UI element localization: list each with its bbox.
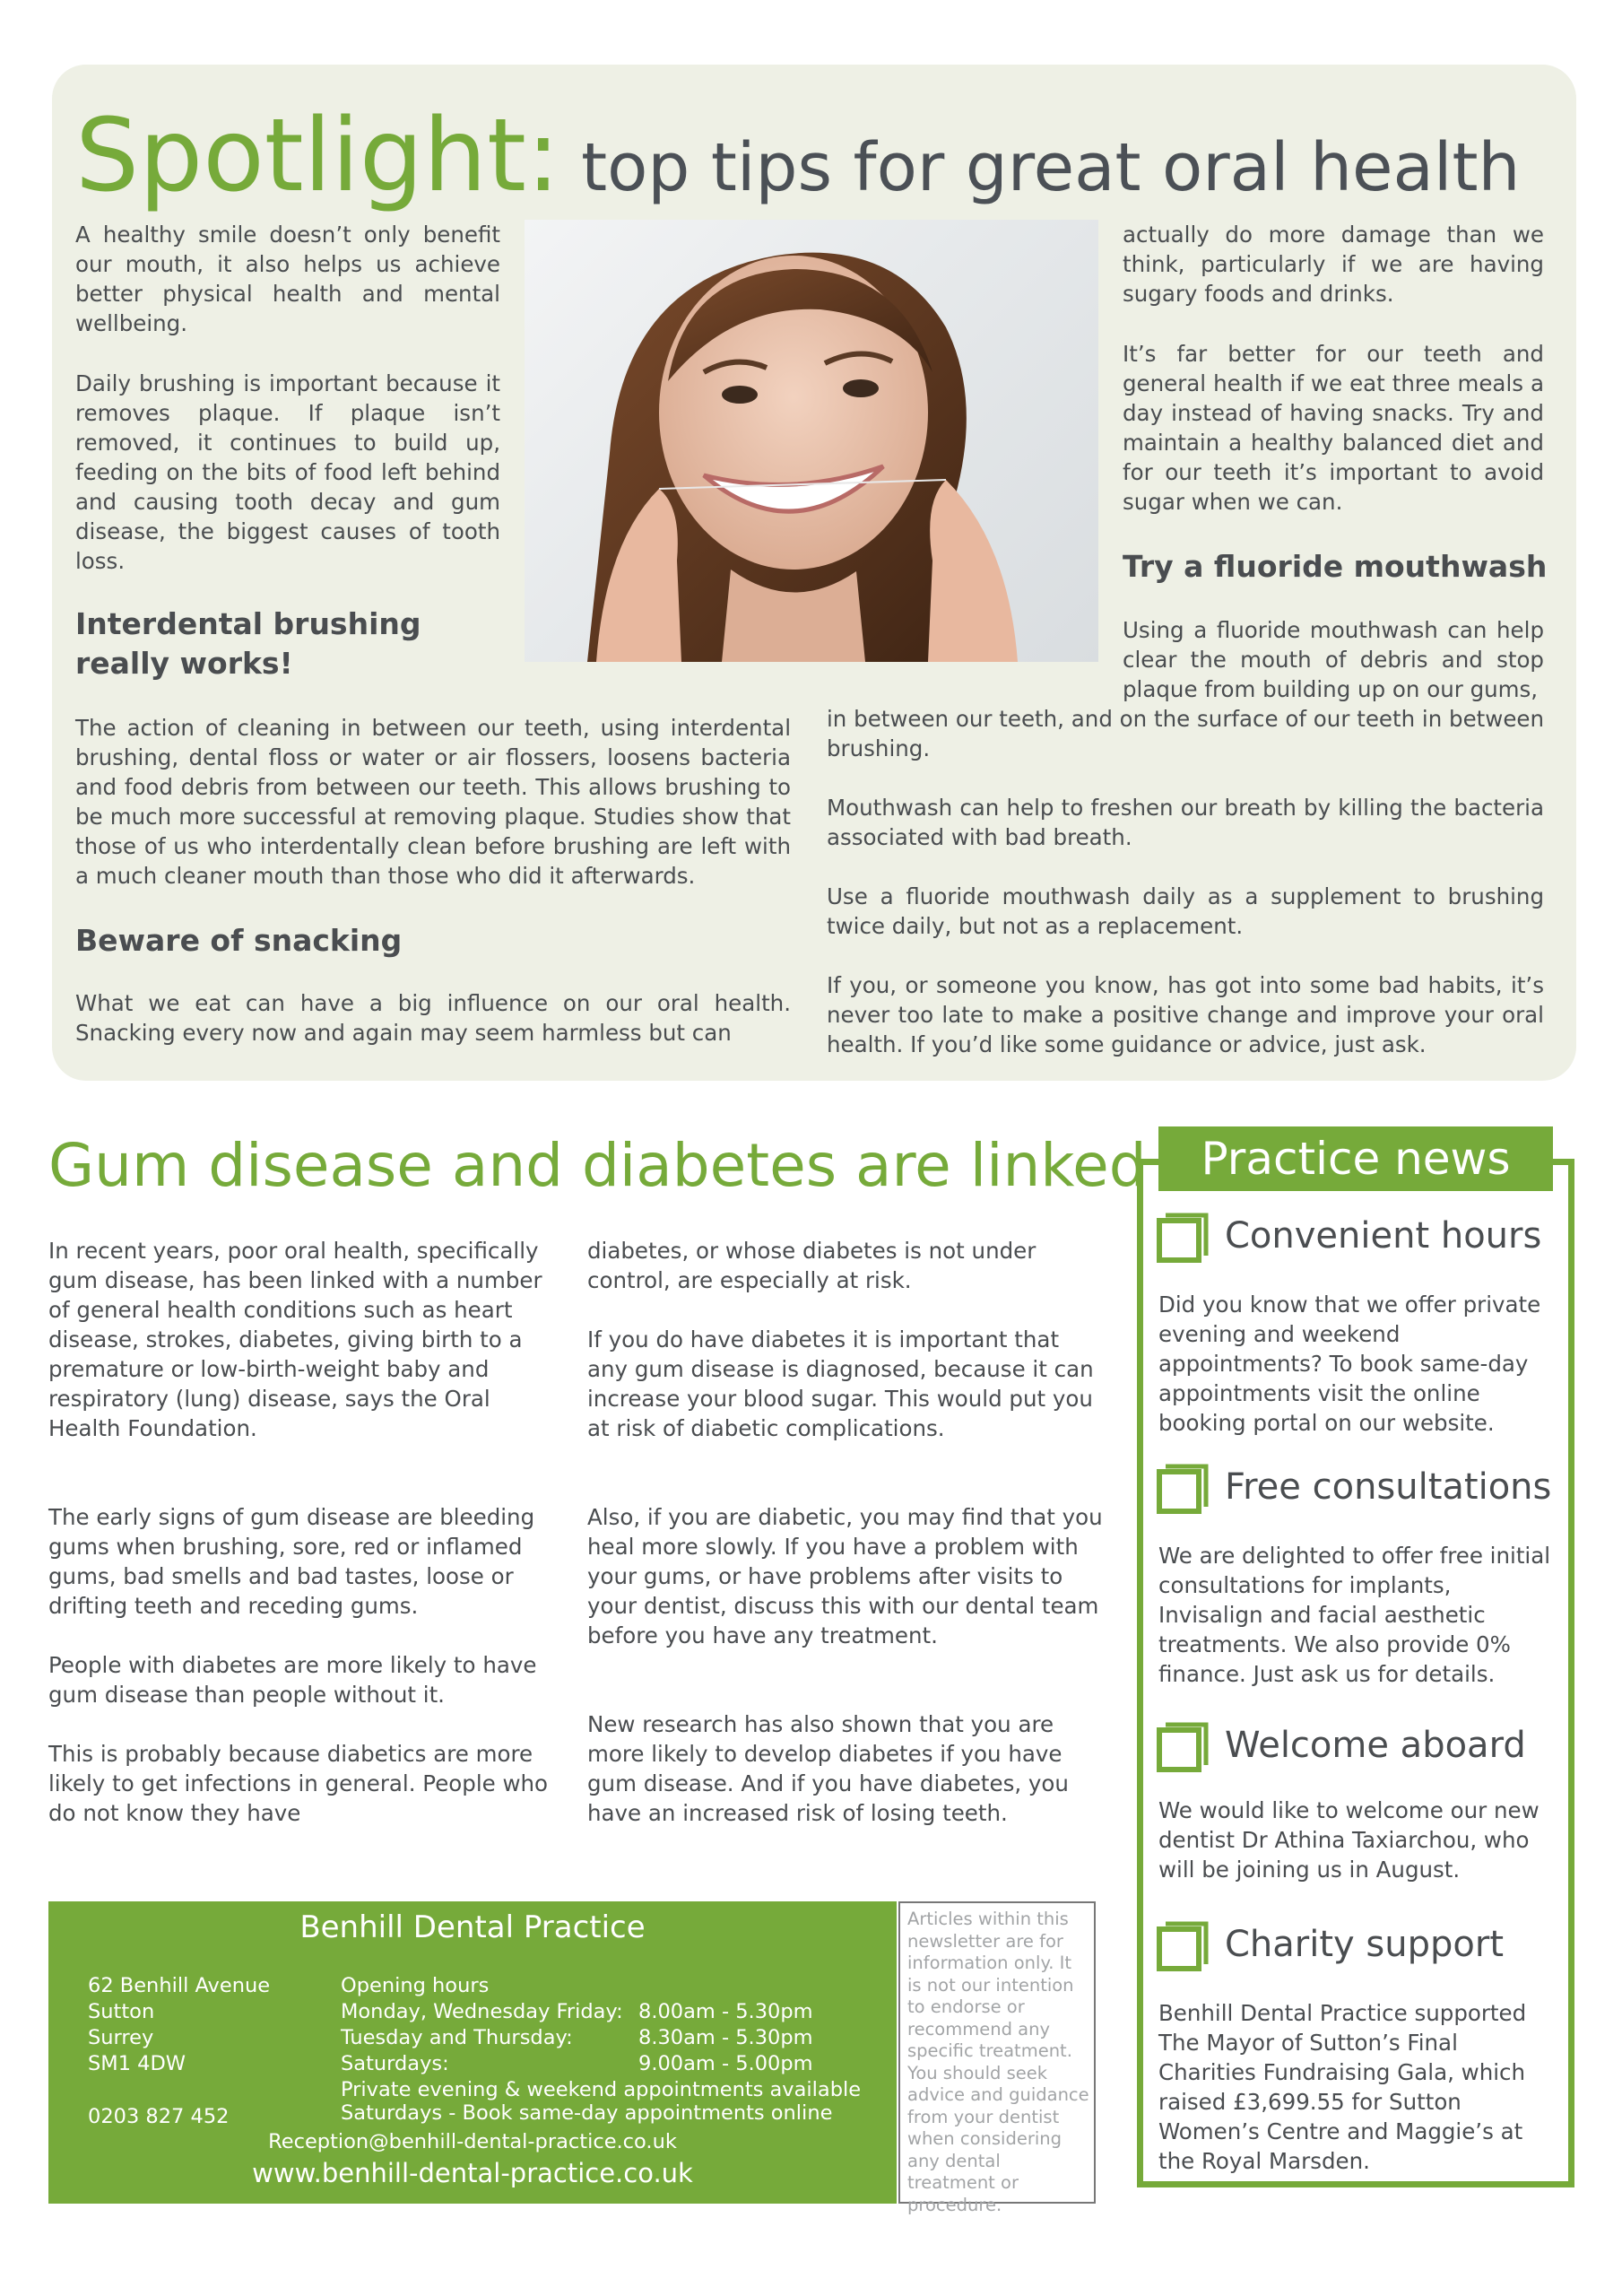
practice-news-header: Practice news [1158,1126,1553,1191]
checkbox-icon [1157,1464,1209,1516]
disclaimer-text: Articles within this newsletter are for information only. It is not our intention to endorse or recommend any specific treatment. You should seek advice and guidance from your dentist when considering any dental treatment or procedure. [907,1909,1089,2215]
mouthwash-p2: Mouthwash can help to freshen our breath by killing the bacteria associated with bad breath. [827,795,1544,850]
news-item-title: Convenient hours [1225,1215,1542,1257]
snacking-continued: actually do more damage than we think, particularly if we are having sugary foods and drinks. [1123,222,1544,307]
appointments-note: Private evening & weekend appointments available [341,2078,862,2101]
woman-flossing-photo [525,220,1098,662]
address-line: SM1 4DW [88,2052,186,2075]
address-line: 62 Benhill Avenue [88,1974,271,1997]
news-item-title: Charity support [1225,1924,1504,1965]
hours-days: Tuesday and Thursday: [341,2026,573,2049]
spotlight-closing: If you, or someone you know, has got into some bad habits, it’s never too late to make a positive change and improve your oral health. If you’d like some guidance or advice, just ask. [827,972,1544,1057]
mouthwash-p3: Use a fluoride mouthwash daily as a supplement to brushing twice daily, but not as a replacement. [827,883,1544,939]
spotlight-title-rest: top tips for great oral health [559,129,1521,206]
address-line: Surrey [88,2026,154,2049]
gum-col1-p3: People with diabetes are more likely to have gum disease than people without it. [48,1652,537,1708]
spotlight-title-main: Spotlight: [75,98,560,214]
email-link[interactable]: Reception@benhill-dental-practice.co.uk [268,2130,677,2153]
practice-name: Benhill Dental Practice [299,1909,646,1945]
hours-days: Saturdays: [341,2052,449,2075]
phone-number: 0203 827 452 [88,2105,230,2128]
meals-text: It’s far better for our teeth and general health if we eat three meals a day instead of having snacks. Try and maintain a healthy balanced diet and for our teeth it’s important to avoid sugar when we can. [1123,341,1544,515]
spotlight-intro-p2: Daily brushing is important because it removes plaque. If plaque isn’t removed, it continues to build up, feeding on the bits of food left behind and causing tooth decay and gum disease, the biggest causes of tooth loss. [75,370,500,574]
opening-hours-label: Opening hours [341,1974,490,1997]
spotlight-title [75,93,1582,219]
interdental-text: The action of cleaning in between our teeth, using interdental brushing, dental floss or water or air flossers, loosens bacteria and food debris from between our teeth. This allows brushing to be much more successful at removing plaque. Studies show that those of us who interdentally clean before brushing are left with a much cleaner mouth than those who did it afterwards. [75,715,791,889]
news-item-title: Free consultations [1225,1466,1552,1508]
mouthwash-text-b: in between our teeth, and on the surface of our teeth in between brushing. [827,706,1544,761]
news-item-title: Welcome aboard [1225,1725,1526,1766]
interdental-heading: Interdental brushing really works! [75,606,421,681]
gum-col1-p1: In recent years, poor oral health, specifically gum disease, has been linked with a number of general health conditions such as heart disease, strokes, diabetes, giving birth to a premature or low-birth-weight baby and respiratory (lung) disease, says the Oral Health Foundation. [48,1238,542,1441]
address-line: Sutton [88,2000,155,2023]
gum-col2-p2: If you do have diabetes it is important that any gum disease is diagnosed, because it can increase your blood sugar. This would put you at risk of diabetic complications. [587,1326,1094,1441]
website-link[interactable]: www.benhill-dental-practice.co.uk [252,2158,693,2188]
gum-col2-p1: diabetes, or whose diabetes is not under control, are especially at risk. [587,1238,1037,1293]
checkbox-icon [1157,1213,1209,1265]
news-item-text: Benhill Dental Practice supported The Mayor of Sutton’s Final Charities Fundraising Gala, which raised £3,699.55 for Sutton Women’s Centre and Maggie’s at the Royal Marsden. [1158,2000,1527,2174]
woman-flossing-illustration [525,220,1098,662]
hours-days: Monday, Wednesday Friday: [341,2000,623,2023]
news-item-text: Did you know that we offer private evening and weekend appointments? To book same-day appointments visit the online booking portal on our website. [1158,1292,1541,1436]
snacking-heading: Beware of snacking [75,923,403,958]
spotlight-intro-p1: A healthy smile doesn’t only benefit our mouth, it also helps us achieve better physical health and mental wellbeing. [75,222,500,336]
checkbox-icon [1157,1722,1209,1774]
saturday-note: Saturdays - Book same-day appointments online [341,2101,833,2125]
mouthwash-heading: Try a fluoride mouthwash [1123,549,1548,584]
hours-time: 8.00am - 5.30pm [638,2000,813,2023]
news-item-text: We are delighted to offer free initial consultations for implants, Invisalign and facial aesthetic treatments. We also provide 0% finance. Just ask us for details. [1158,1543,1551,1687]
gum-col2-p3: Also, if you are diabetic, you may find that you heal more slowly. If you have a problem with your gums, or have problems after visits to your dentist, discuss this with our dental team before you have any treatment. [587,1504,1103,1648]
gum-disease-title: Gum disease and diabetes are linked [48,1131,1147,1200]
checkbox-icon [1157,1921,1209,1973]
mouthwash-text-a: Using a fluoride mouthwash can help clear the mouth of debris and stop plaque from building up on our gums, [1123,617,1544,702]
snacking-text: What we eat can have a big influence on our oral health. Snacking every now and again may seem harmless but can [75,990,791,1046]
gum-col1-p2: The early signs of gum disease are bleeding gums when brushing, sore, red or inflamed gums, bad smells and bad tastes, loose or drifting teeth and receding gums. [48,1504,535,1619]
news-item-text: We would like to welcome our new dentist Dr Athina Taxiarchou, who will be joining us in August. [1158,1797,1540,1883]
gum-col2-p4: New research has also shown that you are more likely to develop diabetes if you have gum disease. And if you have diabetes, you have an increased risk of losing teeth. [587,1711,1069,1826]
hours-time: 9.00am - 5.00pm [638,2052,813,2075]
hours-time: 8.30am - 5.30pm [638,2026,813,2049]
gum-col1-p4: This is probably because diabetics are more likely to get infections in general. People who do not know they have [48,1741,549,1826]
